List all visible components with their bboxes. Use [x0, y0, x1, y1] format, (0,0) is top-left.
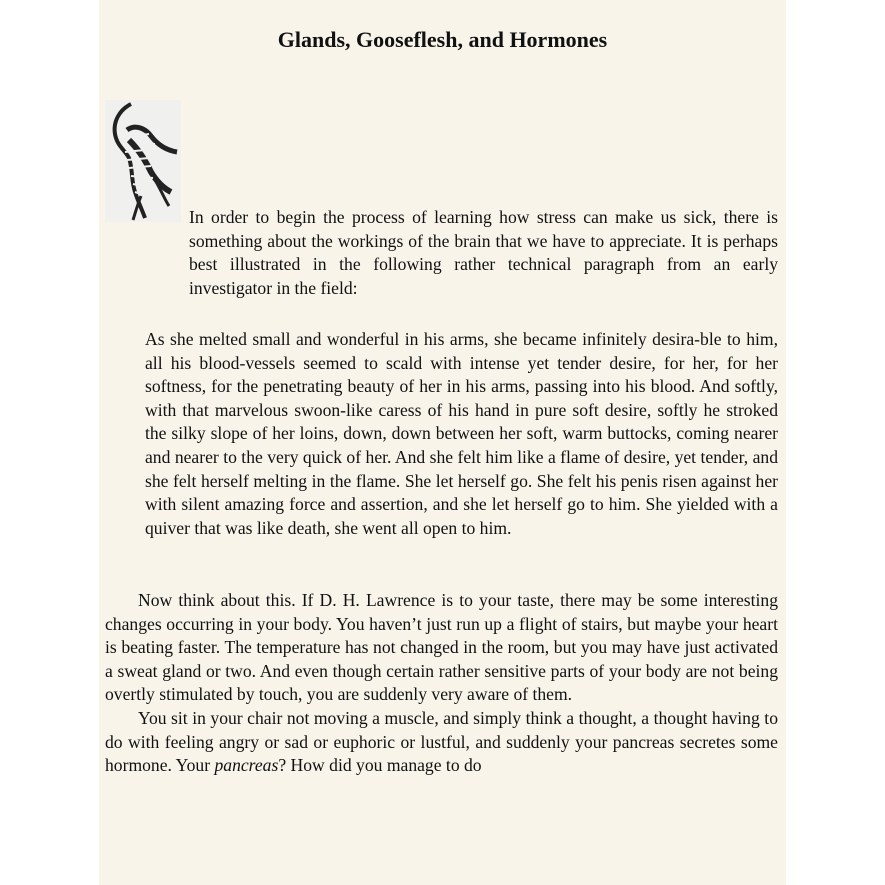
block-quote	[145, 328, 778, 540]
paragraph-pancreas	[105, 707, 778, 778]
intro-text: In order to begin the process of learning how stress can make us sick, there is something about the workings of the brain that we have to appreciate. It is perhaps best illustrated in the following rather technical paragraph from an early investigator in the field:	[189, 207, 778, 298]
zebra-illustration	[105, 100, 181, 222]
book-page	[99, 0, 786, 885]
paragraph-lawrence: Now think about this. If D. H. Lawrence is to your taste, there may be some interesting changes occurring in your body. You haven’t just run up a flight of stairs, but maybe your heart is beating faster. The temperature has not changed in the room, but you may have just activated a sweat gland or two. And even though certain rather sensitive parts of your body are not being overtly stimulated by touch, you are suddenly very aware of them.	[105, 590, 778, 705]
intro-paragraph	[105, 206, 778, 300]
paragraph-pancreas-end: ? How did you manage to do	[278, 755, 482, 776]
paragraph-pancreas-start: You sit in your chair not moving a muscle, and simply think a thought, a thought having to do with feeling angry or sad or euphoric or lustful, and suddenly your pancreas secretes some hormone. Your	[105, 707, 778, 776]
quote-text: As she melted small and wonderful in his arms, she became infinitely desira-ble to him, all his blood-vessels seemed to scald with intense yet tender desire, for her, for her softness, for the penetrating beauty of her in his arms, passing into his blood. And softly, with that marvelous swoon-like caress of his hand in pure soft desire, softly he stroked the silky slope of her loins, down, down between her soft, warm buttocks, coming nearer and nearer to the very quick of her. And she felt him like a flame of desire, yet tender, and she felt herself melting in the flame. She let herself go. She felt his penis risen against her with silent amazing force and assertion, and she let herself go to him. She yielded with a quiver that was like death, she went all open to him.	[145, 329, 778, 538]
pancreas-emphasis: pancreas	[214, 755, 279, 776]
body-paragraphs	[105, 589, 778, 778]
chapter-title: Glands, Gooseflesh, and Hormones	[277, 27, 608, 52]
